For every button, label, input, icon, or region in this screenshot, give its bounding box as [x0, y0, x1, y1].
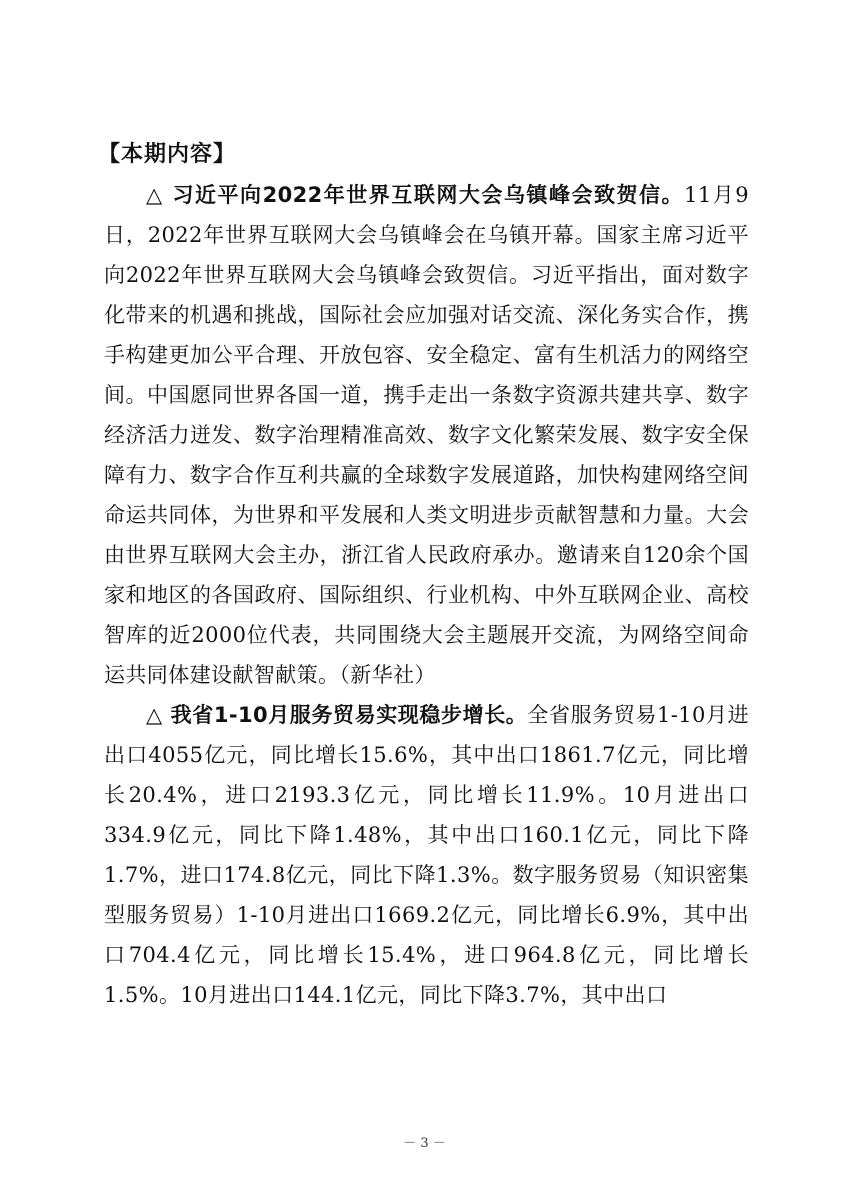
document-page	[98, 135, 750, 1015]
article-paragraph-2	[104, 695, 749, 1015]
article-body-2: 全省服务贸易1-10月进出口4055亿元，同比增长15.6%，其中出口1861.7亿元，同比增长20.4%，进口2193.3亿元，同比增长11.9%。10月进出口334.9亿元，同比下降1.48%，其中出口160.1亿元，同比下降1.7%，进口174.8亿元，同比下降1.3%。数字服务贸易（知识密集型服务贸易）1-10月进出口1669.2亿元，同比增长6.9%，其中出口704.4亿元，同比增长15.4%，进口964.8亿元，同比增长1.5%。10月进出口144.1亿元，同比下降3.7%，其中出口	[104, 703, 749, 1007]
article-headline-2: △ 我省1-10月服务贸易实现稳步增长。	[146, 703, 528, 727]
page-number: － 3 －	[403, 1136, 446, 1151]
article-headline-1: △ 习近平向2022年世界互联网大会乌镇峰会致贺信。	[146, 183, 685, 207]
article-body-1: 11月9日，2022年世界互联网大会乌镇峰会在乌镇开幕。国家主席习近平向2022年世界互联网大会乌镇峰会致贺信。习近平指出，面对数字化带来的机遇和挑战，国际社会应加强对话交流、深化务实合作，携手构建更加公平合理、开放包容、安全稳定、富有生机活力的网络空间。中国愿同世界各国一道，携手走出一条数字资源共建共享、数字经济活力迸发、数字治理精准高效、数字文化繁荣发展、数字安全保障有力、数字合作互利共赢的全球数字发展道路，加快构建网络空间命运共同体，为世界和平发展和人类文明进步贡献智慧和力量。大会由世界互联网大会主办，浙江省人民政府承办。邀请来自120余个国家和地区的各国政府、国际组织、行业机构、中外互联网企业、高校智库的近2000位代表，共同围绕大会主题展开交流，为网络空间命运共同体建设献智献策。（新华社）	[104, 183, 750, 687]
article-paragraph-1	[104, 175, 749, 695]
section-heading: 【本期内容】	[98, 142, 237, 167]
